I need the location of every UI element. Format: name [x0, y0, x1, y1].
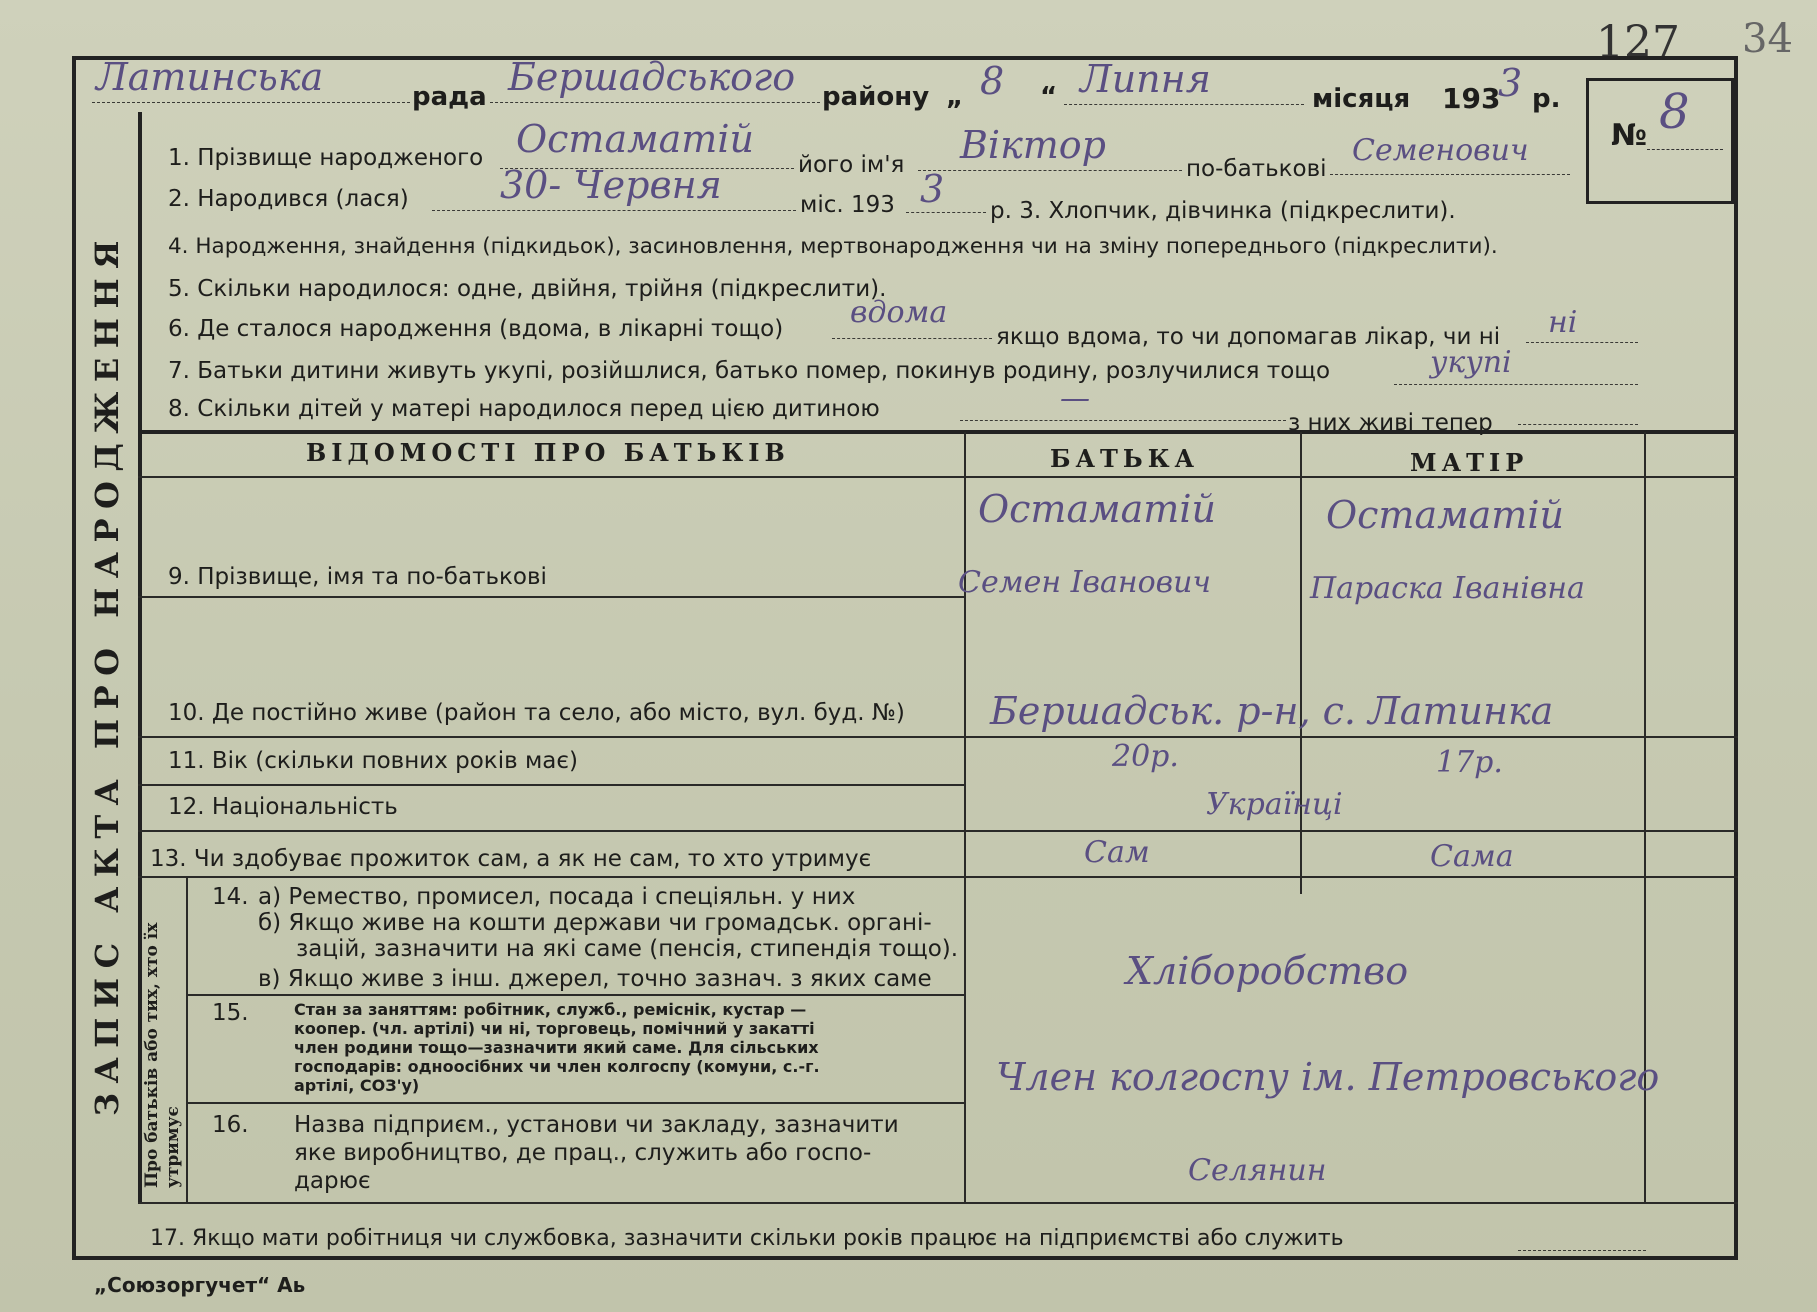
year-suffix: р.	[1532, 84, 1561, 114]
line2-label-c: р. 3. Хлопчик, дівчинка (підкреслити).	[990, 198, 1456, 224]
printer-mark: „Союзоргучет“ Аь	[94, 1273, 306, 1297]
number-label: №	[1611, 118, 1648, 153]
line2-label-a: 2. Народився (лася)	[168, 186, 409, 212]
line8-label-a: 8. Скільки дітей у матері народилося перед цією дитиною	[168, 396, 880, 422]
child-patronymic: Семенович	[1352, 133, 1529, 168]
father-age: 20р.	[1112, 739, 1179, 774]
row14-c: в) Якщо живе з інш. джерел, точно зазнач. з яких саме	[258, 966, 932, 992]
nationality: Українці	[1206, 787, 1343, 822]
child-surname: Остаматій	[516, 117, 754, 161]
line5: 5. Скільки народилося: одне, двійня, трійня (підкреслити).	[168, 276, 887, 302]
line4: 4. Народження, знайдення (підкидьок), засиновлення, мертвонародження чи на зміну попереднього (підкреслити).	[168, 234, 1498, 259]
father-support: Сам	[1084, 835, 1150, 870]
month: Липня	[1080, 57, 1211, 101]
row14-b2: зацій, зазначити на які саме (пенсія, стипендія тощо).	[296, 936, 959, 962]
parents-note: Про батьків або тих, хто їх утримує	[142, 922, 183, 1188]
year-digit: 3	[1498, 61, 1523, 105]
row16-l2: яке виробництво, де прац., служить або госпо-	[294, 1140, 872, 1166]
col-header-mother: МАТІР	[1410, 448, 1529, 477]
row15-l5: артілі, СОЗ'у)	[294, 1076, 420, 1095]
district-label: району	[822, 82, 930, 112]
row11-label: 11. Вік (скільки повних років має)	[168, 748, 579, 774]
row9-label: 9. Прізвище, імя та по-батькові	[168, 564, 547, 590]
birth-date: 30- Червня	[500, 163, 722, 207]
line1-label-c: по-батькові	[1186, 156, 1327, 182]
row16-l1: Назва підприєм., установи чи закладу, зазначити	[294, 1112, 899, 1138]
occupation: Хліборобство	[1126, 949, 1409, 993]
row13-label: 13. Чи здобуває прожиток сам, а як не сам, то хто утримує	[150, 846, 872, 872]
row17-label: 17. Якщо мати робітниця чи службовка, зазначити скільки років працює на підприємстві або служить	[150, 1226, 1344, 1251]
birth-place: вдома	[850, 295, 948, 330]
row15-l4: господарів: одноосібних чи член колгоспу (комуни, с.-г.	[294, 1057, 820, 1076]
row15-l1: Стан за заняттям: робітник, служб., реміснік, кустар —	[294, 1000, 807, 1019]
row16-l3: дарює	[294, 1168, 371, 1194]
mother-support: Сама	[1430, 839, 1514, 874]
row15-num: 15.	[212, 1000, 249, 1026]
doctor-answer: ні	[1548, 305, 1578, 340]
line6-label-b: якщо вдома, то чи допомагав лікар, чи ні	[996, 324, 1501, 350]
row14-num: 14.	[212, 884, 249, 910]
children-before: —	[1060, 381, 1090, 416]
row14-a: а) Ремество, промисел, посада і спеціяльн. у них	[258, 884, 856, 910]
residence: Бершадськ. р-н, с. Латинка	[990, 689, 1554, 733]
row16-num: 16.	[212, 1112, 249, 1138]
row12-label: 12. Національність	[168, 794, 398, 820]
mother-surname: Остаматій	[1326, 493, 1564, 537]
year-prefix: 193	[1442, 82, 1501, 115]
mother-age: 17р.	[1436, 745, 1503, 780]
col-header-info: ВІДОМОСТІ ПРО БАТЬКІВ	[306, 438, 790, 467]
father-surname: Остаматій	[978, 487, 1216, 531]
day: 8	[980, 59, 1005, 103]
village-council: Латинська	[96, 55, 324, 99]
line1-label-b: його ім'я	[798, 152, 905, 178]
page-number: 127	[1596, 17, 1680, 68]
line2-label-b: міс. 193	[800, 192, 895, 218]
row15-l2: коопер. (чл. артілі) чи ні, торговець, помічний у закатті	[294, 1019, 815, 1038]
row14-b1: б) Якщо живе на кошти держави чи громадськ. органі-	[258, 910, 932, 936]
line8-label-b: з них живі тепер	[1288, 410, 1493, 436]
birth-year-digit: 3	[920, 167, 945, 211]
month-label: місяця	[1312, 84, 1411, 114]
line7-label: 7. Батьки дитини живуть укупі, розійшлися, батько помер, покинув родину, розлучилися тощо	[168, 358, 1331, 384]
side-title: ЗАПИС АКТА ПРО НАРОДЖЕННЯ	[88, 231, 126, 1116]
parents-status: укупі	[1430, 345, 1512, 380]
col-header-father: БАТЬКА	[1050, 444, 1200, 473]
child-name: Віктор	[960, 123, 1107, 167]
document-sheet: 127 34 № 8 Латинська рада Бершадського району „ 8 “ Липня місяця 193 3 р. ЗАПИС АКТА ПРО НАРОДЖЕННЯ 1. Прізвище народженого Остаматій його ім'я Віктор по-батькові Семенович 2. Народився (лася) 30- Червня міс. 193 3 р. 3. Хлопчик, дівчинка (підкреслити). 4. Народження, знайдення (підкидьок), засиновлення, мертвонародження чи на зміну попереднього (підкреслити). 5. Скільки народилося: одне, двійня, трійня (підкреслити). 6. Де сталося народження (вдома, в лікарні тощо) вдома якщо вдома, то чи допомагав лікар, чи ні ні 7. Батьки дитини живуть укупі, розійшлися, батько помер, покинув родину, розлучилися тощо укупі 8. Скільки дітей у матері народилося перед цією дитиною — з них живі тепер ВІДОМОСТІ ПРО БАТЬКІВ БАТЬКА МАТІР 9. Прізвище, імя та по-батькові Остаматій Семен Іванович Остаматій Параска Іванівна 10. Де постійно живе (район та село, або місто, вул. буд. №) Бершадськ. р-н, с. Латинка 11. Вік (скільки повних років має) 20р. 17р. 12. Національність Українці 13. Чи здобуває прожиток сам, а як не сам, то хто утримує Сам Сама Про батьків або тих, хто їх утримує 14. а) Ремество, промисел, посада і спеціяльн. у них б) Якщо живе на кошти держави чи громадськ. органі- зацій, зазначити на які саме (пенсія, стипендія тощо). в) Якщо живе з інш. джерел, точно зазнач. з яких саме Хліборобство 15. Стан за заняттям: робітник, служб., реміснік, кустар — коопер. (чл. артілі) чи ні, торговець, помічний у закатті член родини тощо—зазначити який саме. Для сільських господарів: одноосібних чи член колгоспу (комуни, с.-г. артілі, СОЗ'у) Член колгоспу ім. Петровського 16. Назва підприєм., установи чи закладу, зазначити яке виробництво, де прац., служить або госпо- дарює Селянин 17. Якщо мати робітниця чи службовка, зазначити скільки років працює на підприємстві або служить „Союзоргучет“ Аь	[0, 0, 1817, 1312]
record-number-box	[1586, 78, 1734, 204]
workplace: Селянин	[1188, 1153, 1327, 1188]
work-status: Член колгоспу ім. Петровського	[996, 1055, 1660, 1099]
row10-label: 10. Де постійно живе (район та село, або місто, вул. буд. №)	[168, 700, 905, 726]
line1-label-a: 1. Прізвище народженого	[168, 145, 484, 171]
record-number: 8	[1659, 84, 1690, 140]
line6-label-a: 6. Де сталося народження (вдома, в лікарні тощо)	[168, 316, 784, 342]
father-name: Семен Іванович	[958, 565, 1212, 600]
row15-l3: член родини тощо—зазначити який саме. Для сільських	[294, 1038, 819, 1057]
rada-label: рада	[412, 82, 487, 112]
district: Бершадського	[508, 55, 796, 99]
mother-name: Параска Іванівна	[1310, 571, 1585, 606]
sheet-number: 34	[1742, 16, 1793, 62]
